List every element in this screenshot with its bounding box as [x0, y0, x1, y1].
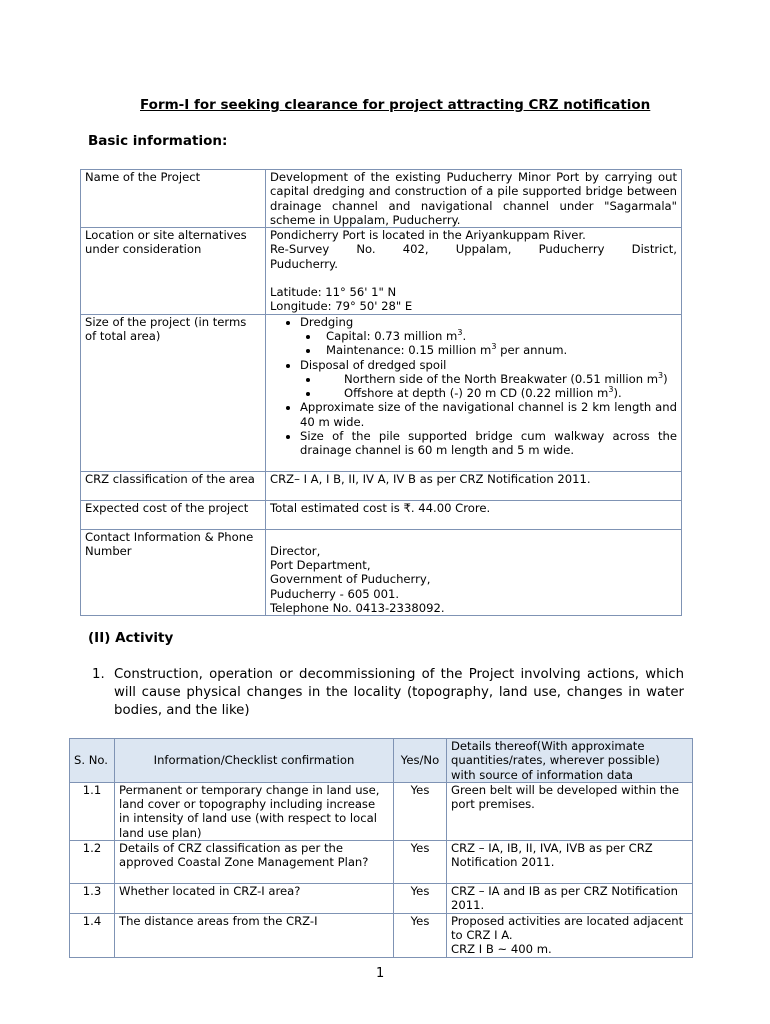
- location-line: Puducherry.: [270, 256, 338, 271]
- cell-yes-no: Yes: [394, 841, 447, 884]
- crz-value: CRZ– I A, I B, II, IV A, IV B as per CRZ Notification 2011.: [266, 471, 682, 500]
- cell-info: Whether located in CRZ-I area?: [115, 884, 394, 914]
- location-word: No.: [356, 242, 376, 257]
- latitude: Latitude: 11° 56' 1" N: [270, 285, 397, 300]
- list-item: • Disposal of dredged spoil • Northern side of the North Breakwater (0.51 million $m^3$) • Offshore at depth (-) 20 m CD (0.22 million $m^3$).: [300, 358, 677, 401]
- cell-info: The distance areas from the CRZ-I: [115, 913, 394, 957]
- item-text: Construction, operation or decommissioning of the Project involving actions, which will cause physical changes in the locality (topography, land use, changes in water bodies, and the like): [114, 667, 684, 718]
- cell-info: Permanent or temporary change in land use, land cover or topography including increase in intensity of land use (with respect to local land use plan): [115, 782, 394, 840]
- basic-information-table: [80, 169, 682, 616]
- activity-checklist-table: [69, 738, 693, 958]
- cost-label: Expected cost of the project: [81, 500, 266, 529]
- cell-sno: 1.2: [70, 841, 115, 884]
- activity-heading: (II) Activity: [88, 630, 174, 646]
- location-word: Uppalam,: [455, 242, 512, 257]
- location-label: Location or site alternatives under consideration: [81, 228, 266, 314]
- project-name-label: Name of the Project: [81, 170, 266, 228]
- form-title: Form-I for seeking clearance for project attracting CRZ notification: [140, 97, 651, 113]
- contact-line: Port Department,: [270, 557, 371, 572]
- cell-sno: 1.4: [70, 913, 115, 957]
- table-row: [70, 913, 693, 957]
- header-sno: S. No.: [70, 739, 115, 783]
- cell-sno: 1.3: [70, 884, 115, 914]
- table-header-row: [70, 739, 693, 783]
- header-info: Information/Checklist confirmation: [115, 739, 394, 783]
- item-1-paragraph: [92, 666, 684, 720]
- list-item: • Approximate size of the navigational channel is 2 km length and 40 m wide.: [300, 400, 677, 429]
- contact-line: Director,: [270, 543, 321, 558]
- list-item: • Dredging • Capital: 0.73 million $m^3$. • Maintenance: 0.15 million $m^3$ per annum.: [300, 315, 677, 358]
- size-label: Size of the project (in terms of total area): [81, 314, 266, 471]
- location-word: District,: [631, 242, 677, 257]
- page-number: 1: [376, 966, 385, 981]
- table-row: [81, 529, 682, 615]
- list-item: • Size of the pile supported bridge cum walkway across the drainage channel is 60 m length and 5 m wide.: [300, 429, 677, 458]
- cell-details: Proposed activities are located adjacent to CRZ I A. CRZ I B ~ 400 m.: [447, 913, 693, 957]
- header-yes-no: Yes/No: [394, 739, 447, 783]
- cost-value: Total estimated cost is ₹. 44.00 Crore.: [266, 500, 682, 529]
- cell-yes-no: Yes: [394, 913, 447, 957]
- cell-details: Green belt will be developed within the port premises.: [447, 782, 693, 840]
- table-row: [70, 884, 693, 914]
- basic-information-heading: Basic information:: [88, 133, 228, 149]
- cell-yes-no: Yes: [394, 884, 447, 914]
- location-line: Pondicherry Port is located in the Ariyankuppam River.: [270, 228, 586, 243]
- table-row: [81, 170, 682, 228]
- table-row: [81, 471, 682, 500]
- contact-value: [266, 529, 682, 615]
- cell-info: Details of CRZ classification as per the approved Coastal Zone Management Plan?: [115, 841, 394, 884]
- table-row: [81, 500, 682, 529]
- table-row: [81, 228, 682, 314]
- project-name-value: Development of the existing Puducherry Minor Port by carrying out capital dredging and construction of a pile supported bridge between drainage channel and navigational channel under "Sagarmala" scheme in Uppalam, Puducherry.: [266, 170, 682, 228]
- longitude: Longitude: 79° 50' 28" E: [270, 299, 413, 314]
- cell-yes-no: Yes: [394, 782, 447, 840]
- cell-sno: 1.1: [70, 782, 115, 840]
- item-number: 1.: [92, 667, 105, 682]
- list-item: • Offshore at depth (-) 20 m CD (0.22 million $m^3$).: [320, 386, 677, 400]
- location-survey-line: [270, 242, 677, 256]
- contact-line: Government of Puducherry,: [270, 572, 431, 587]
- cell-details: CRZ – IA, IB, II, IVA, IVB as per CRZ Notification 2011.: [447, 841, 693, 884]
- crz-label: CRZ classification of the area: [81, 471, 266, 500]
- contact-line: Telephone No. 0413-2338092.: [270, 600, 445, 615]
- table-row: [70, 841, 693, 884]
- cell-details: CRZ – IA and IB as per CRZ Notification 2011.: [447, 884, 693, 914]
- location-word: Puducherry: [538, 242, 605, 257]
- header-details: Details thereof(With approximate quantities/rates, wherever possible) with source of information data: [447, 739, 693, 783]
- table-row: [70, 782, 693, 840]
- list-item: • Capital: 0.73 million $m^3$.: [320, 329, 677, 343]
- list-item: • Northern side of the North Breakwater (0.51 million $m^3$): [320, 372, 677, 386]
- location-word: Re-Survey: [270, 242, 330, 257]
- location-word: 402,: [402, 242, 429, 257]
- contact-line: Puducherry - 605 001.: [270, 586, 400, 601]
- location-value: [266, 228, 682, 314]
- contact-label: Contact Information & Phone Number: [81, 529, 266, 615]
- size-value: [266, 314, 682, 471]
- table-row: [81, 314, 682, 471]
- list-item: • Maintenance: 0.15 million $m^3$ per annum.: [320, 343, 677, 357]
- size-list: [270, 315, 677, 458]
